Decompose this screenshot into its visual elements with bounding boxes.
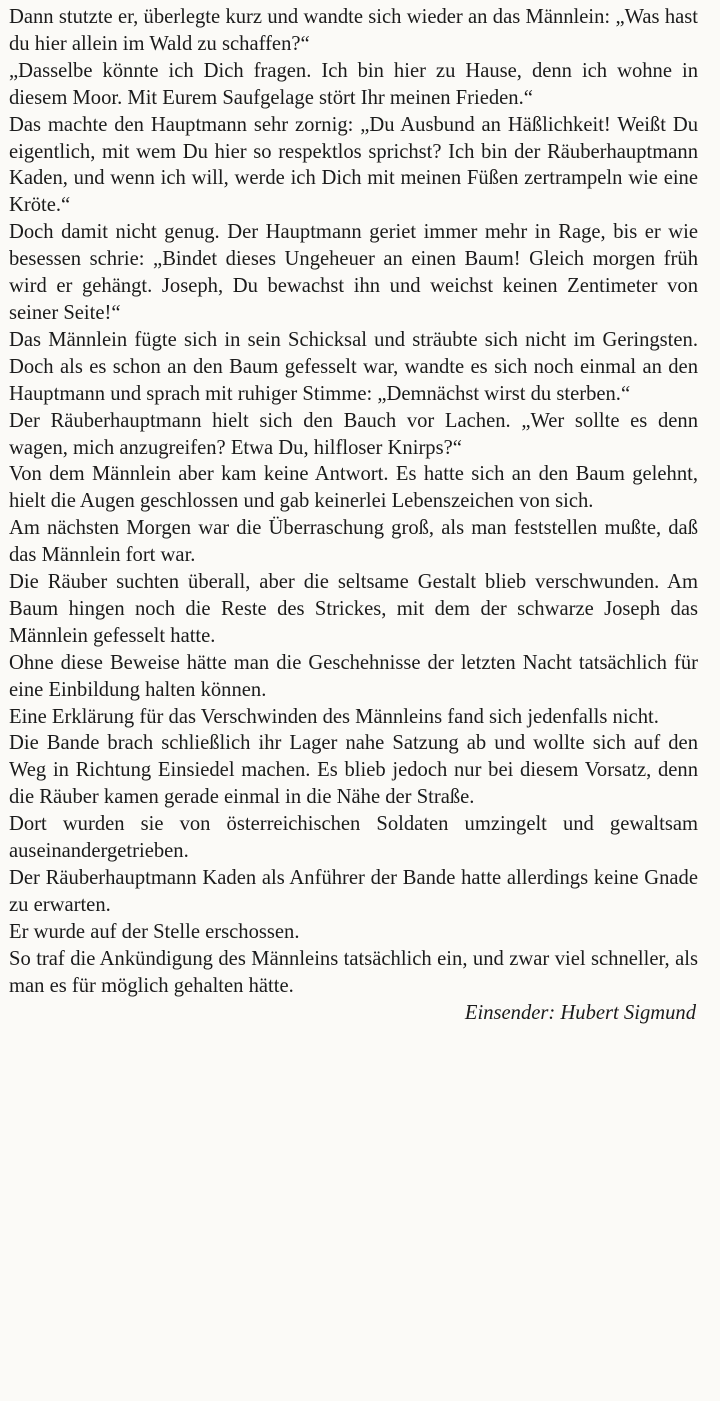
paragraph-11: Eine Erklärung für das Verschwinden des Männleins fand sich jedenfalls nicht. [9,705,659,728]
paragraph-15: Er wurde auf der Stelle erschossen. [9,920,300,943]
paragraph-1: Dann stutzte er, überlegte kurz und wandte sich wieder an das Männlein: „Was hast du hier allein im Wald zu schaffen?“ [9,6,698,55]
paragraph-10: Ohne diese Beweise hätte man die Geschehnisse der letzten Nacht tatsächlich für eine Einbildung halten können. [9,651,698,701]
paragraph-7: Von dem Männlein aber kam keine Antwort. Es hatte sich an den Baum gelehnt, hielt die Augen geschlossen und gab keinerlei Lebenszeichen von sich. [9,463,698,513]
paragraph-6: Der Räuberhauptmann hielt sich den Bauch vor Lachen. „Wer sollte es denn wagen, mich anzugreifen? Etwa Du, hilfloser Knirps?“ [9,409,698,459]
paragraph-3: Das machte den Hauptmann sehr zornig: „Du Ausbund an Häßlichkeit! Weißt Du eigentlich, mit wem Du hier so respektlos sprichst? Ich bin der Räuberhauptmann Kaden, und wenn ich will, werde ich Dich mit meinen Füßen zertrampeln wie eine Kröte.“ [9,113,698,217]
paragraph-13: Dort wurden sie von österreichischen Soldaten umzingelt und gewaltsam auseinandergetrieben. [9,813,698,863]
paragraph-2: „Dasselbe könnte ich Dich fragen. Ich bin hier zu Hause, denn ich wohne in diesem Moor. Mit Eurem Saufgelage stört Ihr meinen Frieden.“ [9,59,698,109]
paragraph-14: Der Räuberhauptmann Kaden als Anführer der Bande hatte allerdings keine Gnade zu erwarten. [9,867,698,916]
paragraph-5: Das Männlein fügte sich in sein Schicksal und sträubte sich nicht im Geringsten. Doch als es schon an den Baum gefesselt war, wandte es sich noch einmal an den Hauptmann und sprach mit ruhiger Stimme: „Demnächst wirst du sterben.“ [9,328,698,405]
paragraph-12: Die Bande brach schließlich ihr Lager nahe Satzung ab und wollte sich auf den Weg in Richtung Einsiedel machen. Es blieb jedoch nur bei diesem Vorsatz, denn die Räuber kamen gerade einmal in die Nähe der Straße. [9,732,698,809]
sender-credit: Einsender: Hubert Sigmund [464,1001,696,1024]
paragraph-4: Doch damit nicht genug. Der Hauptmann geriet immer mehr in Rage, bis er wie besessen schrie: „Bindet dieses Ungeheuer an einen Baum! Gleich morgen früh wird er gehängt. Joseph, Du bewachst ihn und weichst keinen Zentimeter von seiner Seite!“ [9,221,698,324]
paragraph-8: Am nächsten Morgen war die Überraschung groß, als man feststellen mußte, daß das Männlein fort war. [9,517,698,567]
paragraph-16: So traf die Ankündigung des Männleins tatsächlich ein, und zwar viel schneller, als man es für möglich gehalten hätte. [9,947,698,997]
paragraph-9: Die Räuber suchten überall, aber die seltsame Gestalt blieb verschwunden. Am Baum hingen noch die Reste des Strickes, mit dem der schwarze Joseph das Männlein gefesselt hatte. [9,571,698,647]
article-text [9,4,698,1026]
